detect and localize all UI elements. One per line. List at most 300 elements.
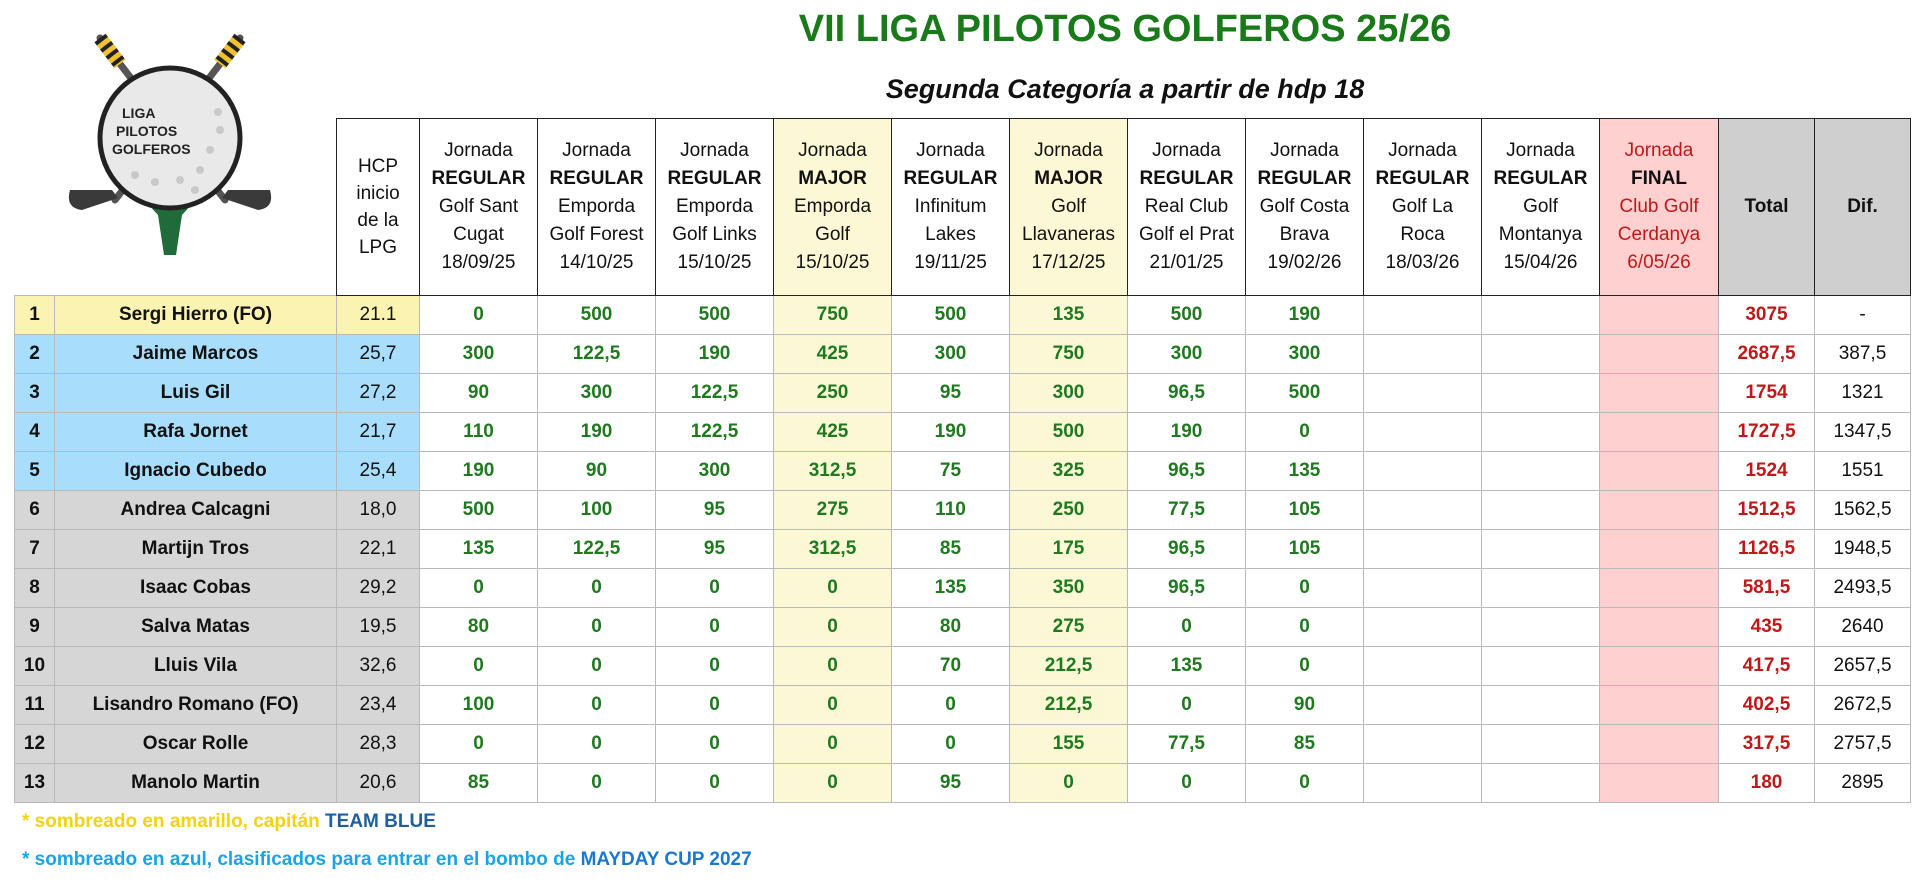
score-cell [1600,725,1719,764]
player-name-cell: Rafa Jornet [55,413,337,452]
header-jornada-line: 19/11/25 [914,252,987,273]
header-jornada-line: Golf La [1391,196,1454,217]
player-name-cell: Jaime Marcos [55,335,337,374]
position-cell: 2 [15,335,55,374]
score-cell [1482,647,1600,686]
header-hcp-line: inicio [356,183,400,204]
position-cell: 13 [15,764,55,803]
header-jornada-word: Jornada [444,140,513,161]
header-row [15,119,1911,296]
score-cell: 135 [1128,647,1246,686]
score-cell [1482,374,1600,413]
header-jornada-kind: FINAL [1631,168,1687,189]
score-cell [1600,764,1719,803]
header-jornada-word: Jornada [1388,140,1457,161]
score-cell [1364,452,1482,491]
score-cell: 500 [420,491,538,530]
score-cell: 0 [656,647,774,686]
header-jornada-kind: REGULAR [903,168,998,189]
score-cell [1600,335,1719,374]
score-cell [1482,725,1600,764]
header-jornada-line: Golf Forest [549,224,644,245]
hcp-cell: 20,6 [337,764,420,803]
table-row [15,335,1911,374]
header-jornada-8 [1246,119,1364,296]
score-cell: 0 [1128,764,1246,803]
score-cell: 275 [1010,608,1128,647]
score-cell: 0 [656,725,774,764]
header-jornada-line: Lakes [925,224,976,245]
score-cell [1600,452,1719,491]
position-cell: 12 [15,725,55,764]
hcp-cell: 22,1 [337,530,420,569]
header-jornada-11 [1600,119,1719,296]
score-cell: 135 [1246,452,1364,491]
position-cell: 6 [15,491,55,530]
score-cell: 77,5 [1128,491,1246,530]
header-jornada-kind: MAJOR [1034,168,1103,189]
position-cell: 10 [15,647,55,686]
table-row [15,413,1911,452]
total-cell: 3075 [1719,296,1815,335]
header-jornada-line: 15/04/26 [1503,252,1578,273]
score-cell: 100 [420,686,538,725]
score-cell: 0 [656,569,774,608]
score-cell: 750 [774,296,892,335]
player-name-cell: Andrea Calcagni [55,491,337,530]
score-cell: 85 [1246,725,1364,764]
header-jornada-line: Emporda [675,196,754,217]
header-jornada-line: Golf el Prat [1138,224,1235,245]
header-jornada-3 [656,119,774,296]
score-cell: 0 [656,764,774,803]
header-jornada-line: Golf Costa [1259,196,1350,217]
score-cell: 300 [538,374,656,413]
header-jornada-line: Golf [1523,196,1558,217]
score-cell: 190 [892,413,1010,452]
header-jornada-kind: REGULAR [1139,168,1234,189]
score-cell: 0 [892,725,1010,764]
header-jornada-line: Golf [815,224,850,245]
score-cell: 190 [1128,413,1246,452]
hcp-cell: 25,4 [337,452,420,491]
score-cell: 77,5 [1128,725,1246,764]
player-name-cell: Oscar Rolle [55,725,337,764]
header-jornada-5 [892,119,1010,296]
player-name-cell: Lisandro Romano (FO) [55,686,337,725]
total-cell: 1754 [1719,374,1815,413]
standings-body [15,296,1911,803]
header-jornada-line: Emporda [793,196,872,217]
table-row [15,296,1911,335]
header-dif: Dif. [1815,119,1911,296]
header-jornada-line: Llavaneras [1022,224,1115,245]
score-cell: 0 [420,569,538,608]
table-row [15,764,1911,803]
note-yellow-text: * sombreado en amarillo, capitán [22,811,326,832]
score-cell: 135 [1010,296,1128,335]
logo-text-line3: GOLFEROS [112,141,191,157]
score-cell [1482,296,1600,335]
note-yellow [22,811,436,833]
header-jornada-line: 6/05/26 [1627,252,1691,273]
header-jornada-word: Jornada [1034,140,1103,161]
score-cell: 96,5 [1128,452,1246,491]
score-cell [1600,491,1719,530]
header-jornada-9 [1364,119,1482,296]
table-row [15,530,1911,569]
note-yellow-team: TEAM BLUE [325,811,436,832]
position-cell: 8 [15,569,55,608]
total-cell: 417,5 [1719,647,1815,686]
score-cell: 105 [1246,491,1364,530]
score-cell: 0 [774,686,892,725]
header-jornada-line: 15/10/25 [795,252,870,273]
hcp-cell: 25,7 [337,335,420,374]
score-cell: 85 [892,530,1010,569]
header-jornada-1 [420,119,538,296]
score-cell: 0 [774,764,892,803]
score-cell: 135 [892,569,1010,608]
score-cell [1364,374,1482,413]
table-row [15,491,1911,530]
score-cell: 425 [774,413,892,452]
score-cell: 350 [1010,569,1128,608]
header-jornada-line: Emporda [557,196,636,217]
header-jornada-line: Roca [1400,224,1445,245]
score-cell [1482,335,1600,374]
header-jornada-10 [1482,119,1600,296]
score-cell: 0 [1246,569,1364,608]
header-jornada-line: 18/09/25 [441,252,516,273]
header-jornada-kind: REGULAR [431,168,526,189]
score-cell: 0 [538,686,656,725]
dif-cell: 387,5 [1815,335,1911,374]
score-cell [1364,530,1482,569]
header-jornada-word: Jornada [1270,140,1339,161]
score-cell: 0 [1128,608,1246,647]
score-cell: 70 [892,647,1010,686]
header-jornada-line: Brava [1279,224,1330,245]
total-cell: 1727,5 [1719,413,1815,452]
total-cell: 1126,5 [1719,530,1815,569]
header-jornada-word: Jornada [916,140,985,161]
score-cell [1600,374,1719,413]
score-cell: 122,5 [656,413,774,452]
score-cell: 250 [774,374,892,413]
score-cell: 0 [892,686,1010,725]
score-cell: 95 [656,491,774,530]
note-blue [22,849,752,871]
table-row [15,725,1911,764]
header-jornada-line: 17/12/25 [1031,252,1106,273]
header-jornada-kind: REGULAR [1257,168,1352,189]
score-cell: 300 [420,335,538,374]
score-cell: 122,5 [538,530,656,569]
position-cell: 1 [15,296,55,335]
total-cell: 2687,5 [1719,335,1815,374]
score-cell: 100 [538,491,656,530]
header-jornada-2 [538,119,656,296]
hcp-cell: 28,3 [337,725,420,764]
header-jornada-word: Jornada [1624,140,1694,161]
score-cell: 300 [1010,374,1128,413]
score-cell: 90 [538,452,656,491]
position-cell: 5 [15,452,55,491]
total-cell: 180 [1719,764,1815,803]
total-cell: 1524 [1719,452,1815,491]
score-cell [1600,569,1719,608]
hcp-cell: 23,4 [337,686,420,725]
score-cell [1600,686,1719,725]
score-cell [1600,296,1719,335]
standings-table [14,118,1911,803]
hcp-cell: 19,5 [337,608,420,647]
score-cell: 500 [1010,413,1128,452]
dif-cell: 1321 [1815,374,1911,413]
position-cell: 4 [15,413,55,452]
note-blue-text: * sombreado en azul, clasificados para entrar en el bombo de [22,849,581,870]
score-cell: 95 [892,764,1010,803]
header-hcp [337,119,420,296]
header-jornada-word: Jornada [562,140,631,161]
score-cell [1600,413,1719,452]
score-cell: 96,5 [1128,530,1246,569]
hcp-cell: 32,6 [337,647,420,686]
score-cell [1482,452,1600,491]
player-name-cell: Salva Matas [55,608,337,647]
score-cell: 110 [420,413,538,452]
score-cell: 0 [1128,686,1246,725]
score-cell: 312,5 [774,452,892,491]
score-cell: 0 [538,725,656,764]
score-cell [1364,686,1482,725]
score-cell: 0 [1246,608,1364,647]
score-cell: 0 [774,608,892,647]
score-cell: 80 [420,608,538,647]
score-cell: 90 [1246,686,1364,725]
score-cell: 312,5 [774,530,892,569]
hcp-cell: 21,7 [337,413,420,452]
score-cell: 96,5 [1128,374,1246,413]
player-name-cell: Luis Gil [55,374,337,413]
score-cell: 0 [656,608,774,647]
total-cell: 1512,5 [1719,491,1815,530]
score-cell [1600,530,1719,569]
header-jornada-line: Montanya [1498,224,1583,245]
score-cell [1364,569,1482,608]
position-cell: 11 [15,686,55,725]
score-cell: 190 [656,335,774,374]
dif-cell: 1551 [1815,452,1911,491]
dif-cell: 2657,5 [1815,647,1911,686]
header-jornada-line: Club Golf [1619,196,1699,217]
score-cell: 110 [892,491,1010,530]
score-cell: 155 [1010,725,1128,764]
score-cell: 190 [1246,296,1364,335]
score-cell [1482,608,1600,647]
header-jornada-line: 18/03/26 [1385,252,1460,273]
score-cell: 0 [1246,764,1364,803]
score-cell [1482,569,1600,608]
header-jornada-7 [1128,119,1246,296]
score-cell: 95 [892,374,1010,413]
score-cell [1482,530,1600,569]
score-cell: 0 [538,647,656,686]
dif-cell: 1347,5 [1815,413,1911,452]
score-cell: 75 [892,452,1010,491]
header-jornada-4 [774,119,892,296]
score-cell: 80 [892,608,1010,647]
score-cell: 0 [774,725,892,764]
logo-text-line1: LIGA [122,105,156,121]
score-cell [1364,491,1482,530]
score-cell: 212,5 [1010,686,1128,725]
score-cell: 85 [420,764,538,803]
dif-cell: 2895 [1815,764,1911,803]
header-jornada-kind: REGULAR [1493,168,1588,189]
total-cell: 317,5 [1719,725,1815,764]
page-subtitle: Segunda Categoría a partir de hdp 18 [885,74,1365,104]
dif-cell: 1562,5 [1815,491,1911,530]
score-cell: 0 [420,647,538,686]
header-jornada-kind: REGULAR [1375,168,1470,189]
score-cell: 300 [892,335,1010,374]
header-jornada-word: Jornada [1152,140,1221,161]
header-jornada-line: Cerdanya [1617,224,1701,245]
score-cell: 500 [538,296,656,335]
score-cell [1482,686,1600,725]
score-cell: 0 [774,569,892,608]
table-row [15,608,1911,647]
score-cell: 425 [774,335,892,374]
score-cell [1364,647,1482,686]
note-blue-cup: MAYDAY CUP 2027 [580,849,752,870]
score-cell: 250 [1010,491,1128,530]
page-title: VII LIGA PILOTOS GOLFEROS 25/26 [798,8,1452,50]
hcp-cell: 18,0 [337,491,420,530]
player-name-cell: Martijn Tros [55,530,337,569]
score-cell [1364,296,1482,335]
score-cell: 0 [538,569,656,608]
header-jornada-line: Cugat [453,224,504,245]
score-cell: 190 [420,452,538,491]
score-cell: 0 [420,725,538,764]
score-cell: 0 [538,764,656,803]
dif-cell: 2493,5 [1815,569,1911,608]
score-cell [1364,335,1482,374]
logo-text-line2: PILOTOS [116,123,178,139]
score-cell: 300 [656,452,774,491]
header-blank-name [55,119,337,296]
header-blank-pos [15,119,55,296]
player-name-cell: Sergi Hierro (FO) [55,296,337,335]
total-cell: 435 [1719,608,1815,647]
score-cell: 0 [1246,413,1364,452]
total-cell: 402,5 [1719,686,1815,725]
header-hcp-line: LPG [358,237,398,258]
score-cell: 0 [420,296,538,335]
hcp-cell: 29,2 [337,569,420,608]
header-hcp-line: HCP [357,156,399,177]
header-jornada-line: 19/02/26 [1267,252,1342,273]
score-cell: 300 [1246,335,1364,374]
score-cell: 96,5 [1128,569,1246,608]
header-jornada-line: Real Club [1144,196,1229,217]
score-cell [1364,725,1482,764]
score-cell: 325 [1010,452,1128,491]
header-jornada-line: 14/10/25 [559,252,634,273]
header-total: Total [1719,119,1815,296]
score-cell: 0 [538,608,656,647]
player-name-cell: Manolo Martin [55,764,337,803]
score-cell: 190 [538,413,656,452]
header-jornada-word: Jornada [1506,140,1575,161]
score-cell [1600,608,1719,647]
score-cell: 500 [656,296,774,335]
header-jornada-line: Golf Links [672,224,757,245]
score-cell: 90 [420,374,538,413]
header-jornada-line: 15/10/25 [677,252,752,273]
score-cell: 135 [420,530,538,569]
position-cell: 7 [15,530,55,569]
position-cell: 3 [15,374,55,413]
score-cell: 275 [774,491,892,530]
header-jornada-line: Infinitum [914,196,987,217]
score-cell: 0 [1010,764,1128,803]
score-cell: 0 [774,647,892,686]
header-jornada-6 [1010,119,1128,296]
table-row [15,569,1911,608]
table-row [15,647,1911,686]
score-cell [1364,413,1482,452]
score-cell: 95 [656,530,774,569]
header-jornada-line: 21/01/25 [1149,252,1224,273]
score-cell: 122,5 [538,335,656,374]
table-row [15,686,1911,725]
score-cell [1482,491,1600,530]
dif-cell: 2757,5 [1815,725,1911,764]
hcp-cell: 21.1 [337,296,420,335]
dif-cell: 2640 [1815,608,1911,647]
dif-cell: 2672,5 [1815,686,1911,725]
score-cell: 212,5 [1010,647,1128,686]
table-row [15,452,1911,491]
header-jornada-kind: REGULAR [667,168,762,189]
header-jornada-word: Jornada [798,140,867,161]
table-row [15,374,1911,413]
header-jornada-word: Jornada [680,140,749,161]
header-jornada-line: Golf [1051,196,1086,217]
score-cell [1364,764,1482,803]
score-cell: 500 [1246,374,1364,413]
score-cell [1482,413,1600,452]
header-hcp-line: de la [357,210,399,231]
position-cell: 9 [15,608,55,647]
player-name-cell: Isaac Cobas [55,569,337,608]
score-cell: 300 [1128,335,1246,374]
score-cell: 500 [1128,296,1246,335]
header-jornada-kind: MAJOR [798,168,867,189]
score-cell: 175 [1010,530,1128,569]
dif-cell: - [1815,296,1911,335]
score-cell [1482,764,1600,803]
hcp-cell: 27,2 [337,374,420,413]
player-name-cell: Lluis Vila [55,647,337,686]
score-cell: 0 [1246,647,1364,686]
total-cell: 581,5 [1719,569,1815,608]
dif-cell: 1948,5 [1815,530,1911,569]
